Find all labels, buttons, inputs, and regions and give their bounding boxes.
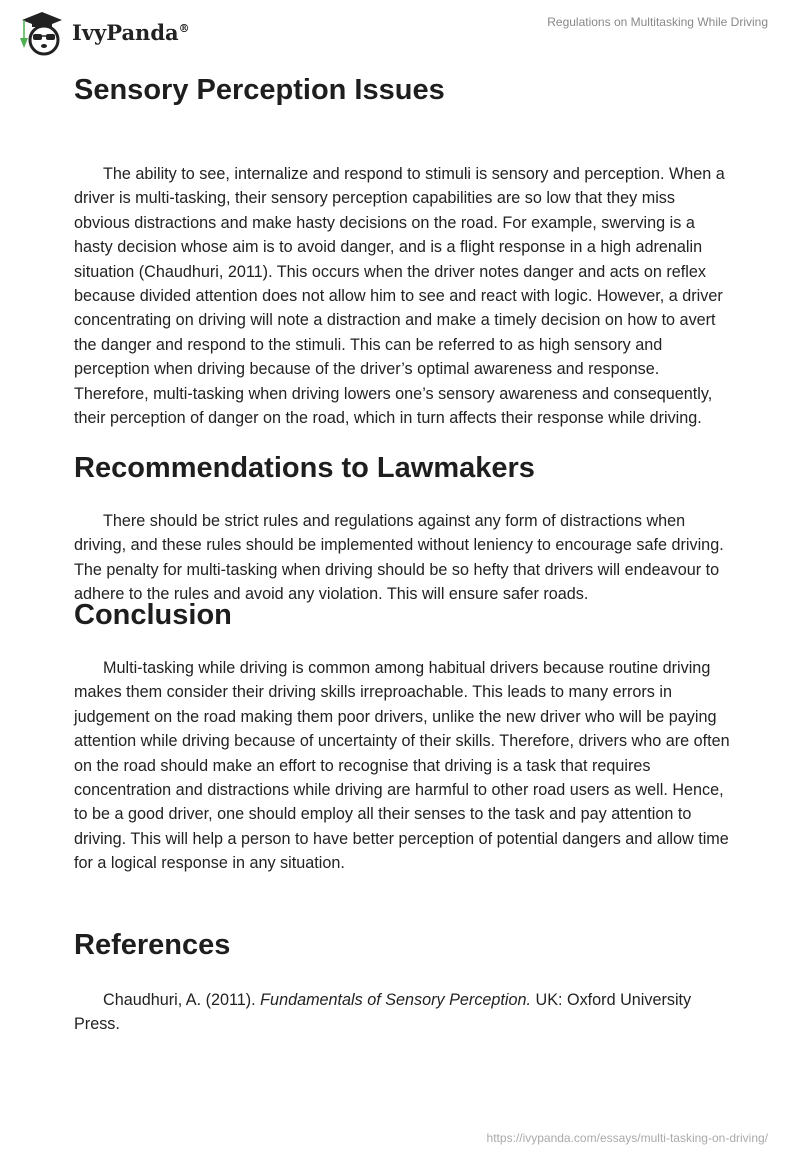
section-heading-recommendations: Recommendations to Lawmakers <box>74 452 535 484</box>
section-heading-sensory-perception: Sensory Perception Issues <box>74 74 445 106</box>
source-url[interactable]: https://ivypanda.com/essays/multi-tasking-on-driving/ <box>486 1131 768 1145</box>
section-paragraph-sensory-perception: The ability to see, internalize and respond to stimuli is sensory and perception. When a driver is multi-tasking, their sensory perception capabilities are so low that they miss obvious distractions and make hasty decisions on the road. For example, swerving is a hasty decision whose aim is to avoid danger, and is a flight response in a high adrenalin situation (Chaudhuri, 2011). This occurs when the driver notes danger and acts on reflex because divided attention does not allow him to see and react with logic. However, a driver concentrating on driving will note a distraction and make a timely decision on how to avert the danger and respond to the stimuli. This can be referred to as high sensory and perception when driving because of the driver’s optimal awareness and response. Therefore, multi-tasking when driving lowers one’s sensory awareness and consequently, their perception of danger on the road, which in turn affects their response while driving. <box>74 165 725 428</box>
section-paragraph-recommendations: There should be strict rules and regulations against any form of distractions when driving, and these rules should be implemented without leniency to encourage safe driving. The penalty for multi-tasking when driving should be so hefty that drivers will endeavour to adhere to the rules and avoid any violation. This will ensure safer roads. <box>74 512 724 604</box>
document-title: Regulations on Multitasking While Driving <box>547 15 768 29</box>
reference-entry: Chaudhuri, A. (2011). Fundamentals of Sensory Perception. UK: Oxford University Press. <box>74 991 692 1034</box>
section-heading-references: References <box>74 929 231 961</box>
section-paragraph-conclusion: Multi-tasking while driving is common among habitual drivers because routine driving makes them consider their driving skills irreproachable. This leads to many errors in judgement on the road making them poor drivers, unlike the new driver who will be paying attention while driving because of uncertainty of their skills. Therefore, drivers who are often on the road should make an effort to recognise that driving is a task that requires concentration and distractions while driving are harmful to other road users as well. Hence, to be a good driver, one should employ all their senses to the task and pay attention to driving. This will help a person to have better perception of potential dangers and allow time for a logical response in any situation. <box>74 659 730 873</box>
section-heading-conclusion: Conclusion <box>74 599 232 631</box>
ivypanda-logo[interactable] <box>18 8 190 56</box>
logo-text: IvyPanda® <box>72 19 190 45</box>
panda-graduate-icon <box>18 8 66 56</box>
